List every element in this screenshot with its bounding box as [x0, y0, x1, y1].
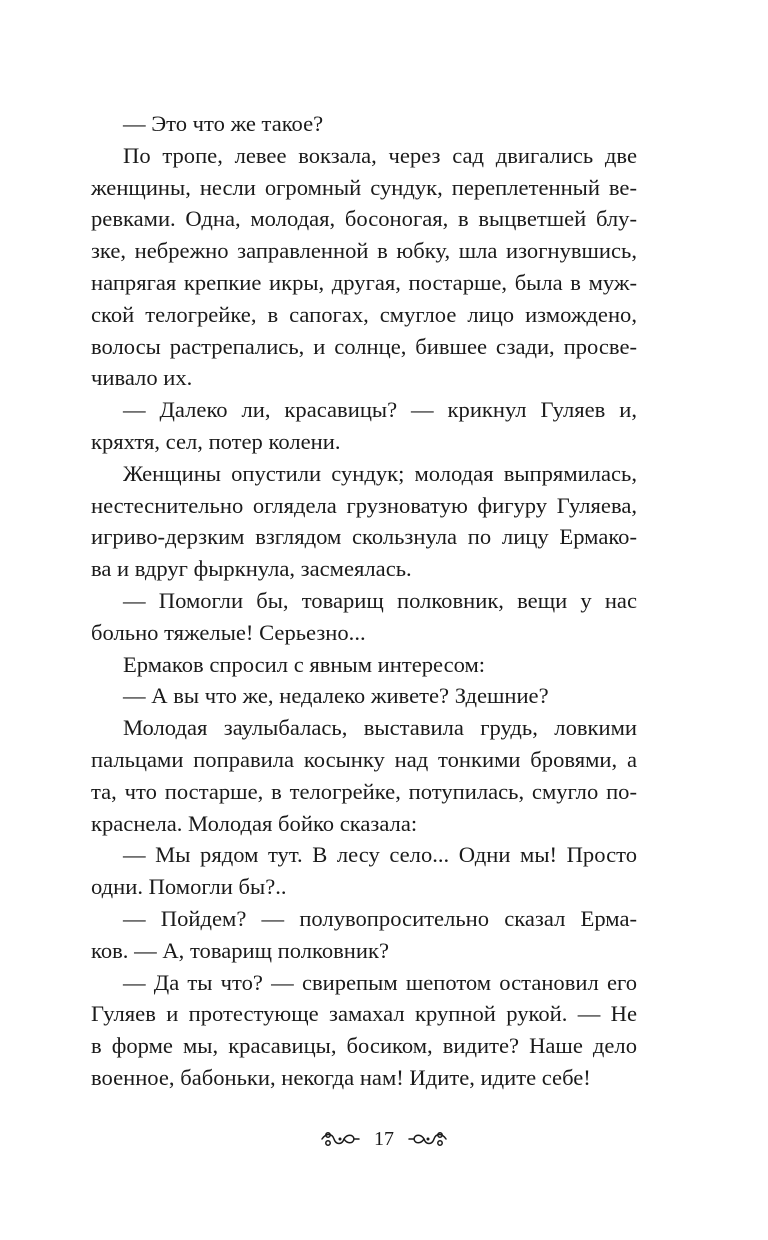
text-line: та, что постарше, в телогрейке, потупилась, смугло по-	[91, 778, 637, 804]
text-line: краснела. Молодая бойко сказала:	[91, 810, 418, 836]
text-line: Женщины опустили сундук; молодая выпрямилась,	[123, 460, 637, 486]
text-line: игриво-дерзким взглядом скользнула по лицу Ермако-	[91, 524, 637, 550]
text-line: ков. — А, товарищ полковник?	[91, 937, 389, 963]
text-line: — Далеко ли, красавицы? — крикнул Гуляев и,	[123, 397, 637, 423]
page-number: 17	[374, 1127, 394, 1150]
text-line: — Да ты что? — свирепым шепотом остановил его	[123, 969, 637, 995]
text-line: ской телогрейке, в сапогах, смуглое лицо измождено,	[91, 301, 637, 327]
fleuron-left-icon	[320, 1127, 360, 1151]
text-line: чивало их.	[91, 365, 193, 391]
text-line: зке, небрежно заправленной в юбку, шла изогнувшись,	[91, 238, 637, 264]
text-line: нестеснительно оглядела грузноватую фигуру Гуляева,	[91, 492, 637, 518]
text-line: Гуляев и протестующе замахал крупной рукой. — Не	[91, 1001, 637, 1027]
text-line: — Мы рядом тут. В лесу село... Одни мы! Просто	[123, 842, 637, 868]
text-line: военное, бабоньки, некогда нам! Идите, идите себе!	[91, 1064, 591, 1090]
text-line: — А вы что же, недалеко живете? Здешние?	[123, 683, 549, 709]
text-line: — Помогли бы, товарищ полковник, вещи у нас	[123, 587, 637, 613]
text-line: — Пойдем? — полувопросительно сказал Ерма-	[123, 905, 637, 931]
text-line: ревками. Одна, молодая, босоногая, в выцветшей блу-	[91, 206, 637, 232]
text-line: волосы растрепались, и солнце, бившее сзади, просве-	[91, 333, 637, 359]
text-line: напрягая крепкие икры, другая, постарше, была в муж-	[91, 269, 637, 295]
text-line: в форме мы, красавицы, босиком, видите? Наше дело	[91, 1033, 637, 1059]
body-text	[91, 108, 637, 1094]
text-line: Ермаков спросил с явным интересом:	[123, 651, 486, 677]
text-line: Молодая заулыбалась, выставила грудь, ловкими	[123, 715, 637, 741]
text-line: ва и вдруг фыркнула, засмеялась.	[91, 556, 412, 582]
text-line: пальцами поправила косынку над тонкими бровями, а	[91, 746, 637, 772]
text-line: больно тяжелые! Серьезно...	[91, 619, 366, 645]
text-line: женщины, несли огромный сундук, переплетенный ве-	[91, 174, 637, 200]
text-line: — Это что же такое?	[123, 111, 324, 136]
text-line: По тропе, левее вокзала, через сад двигались две	[123, 142, 637, 168]
page-footer	[0, 1121, 768, 1157]
text-line: кряхтя, сел, потер колени.	[91, 428, 341, 454]
text-line: одни. Помогли бы?..	[91, 874, 287, 900]
fleuron-right-icon	[408, 1127, 448, 1151]
